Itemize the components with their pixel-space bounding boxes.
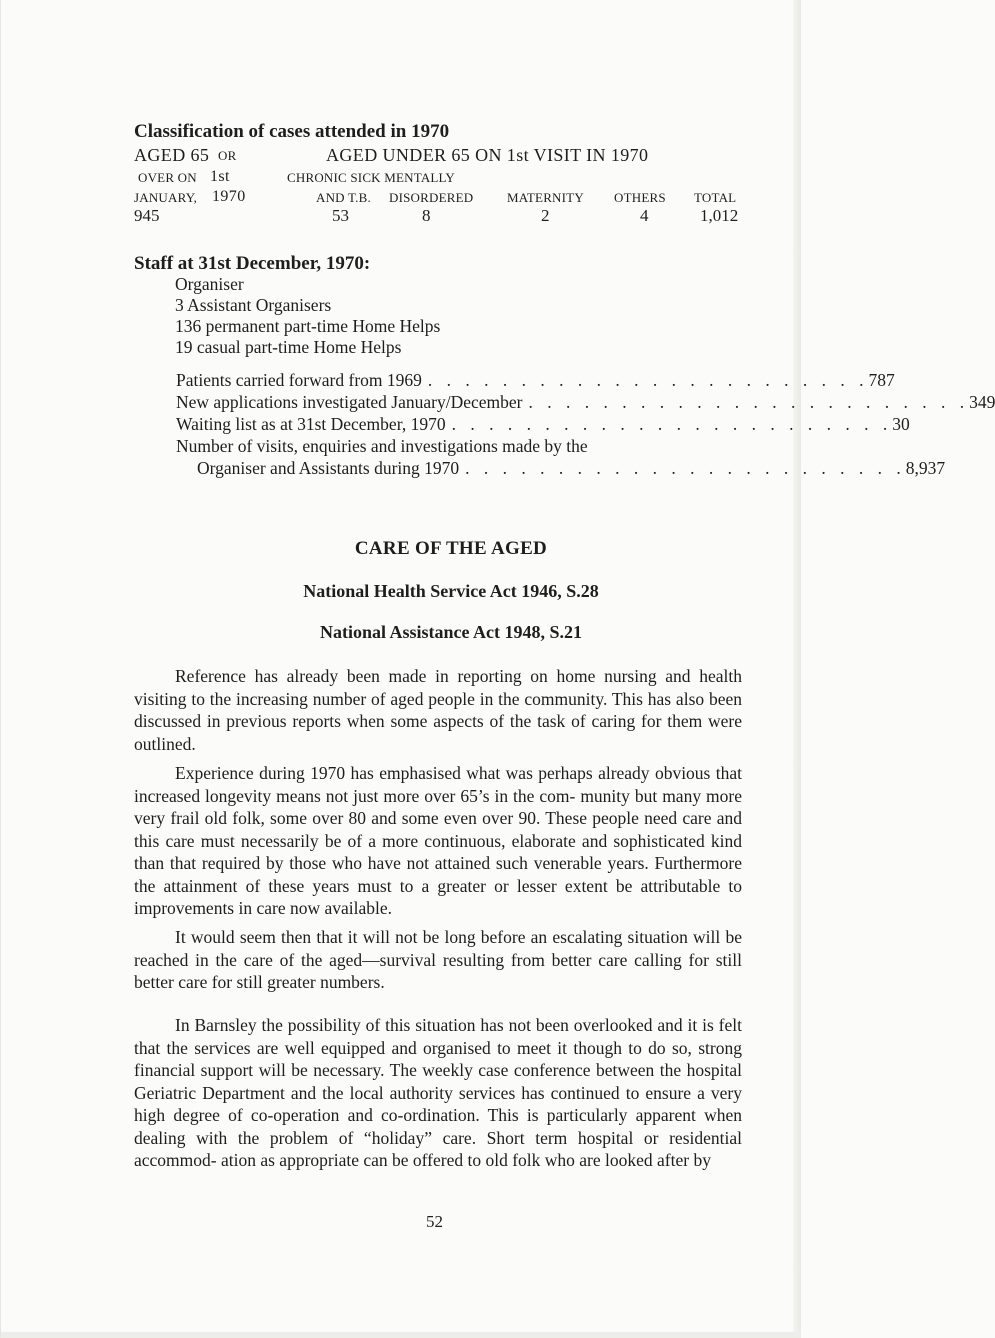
leader-dots: . . . . . . . . . . . . . . . . . . . . . . . . [465,458,906,478]
header-aged-65: AGED 65 [134,145,210,165]
leader-dots: . . . . . . . . . . . . . . . . . . . . . . . . [451,414,893,434]
stats-label: Organiser and Assistants during 1970 [197,458,460,478]
header-chronic-mentally: CHRONIC SICK MENTALLY [287,170,455,185]
stats-label: Waiting list as at 31st December, 1970 [176,414,446,434]
value-chronic-sick: 53 [332,206,349,225]
act-heading: National Assistance Act 1948, S.21 [319,622,582,642]
header-aged-under-65: AGED UNDER 65 ON 1st VISIT IN 1970 [326,145,649,165]
header-1970: 1970 [212,188,246,205]
header-january: JANUARY, [134,190,198,205]
column-total: TOTAL [694,190,737,205]
classification-values-row [134,206,744,228]
act-heading: National Health Service Act 1946, S.28 [303,581,599,601]
classification-subheader-row [134,168,744,190]
staff-item: Organiser [175,274,244,294]
stats-label: New applications investigated January/December [176,392,523,412]
header-or: OR [218,148,237,163]
value-total: 1,012 [700,206,739,225]
column-maternity: MATERNITY [507,190,584,205]
body-paragraph: Experience during 1970 has emphasised what was perhaps already obvious that increased longevity means not just more over 65’s in the com- munity but many more very frail old folk, some over 80 and some even over 90. These people need care and this care must necessarily be of a more continuous, elaborate and sophisticated kind than that required by those who have not attained such venerable years. Furthermore the attainment of these years must to a greater or lesser extent be attributable to improvements in care now available. [134,763,742,918]
header-first: 1st [210,168,230,185]
value-others: 4 [640,206,649,225]
classification-title: Classification of cases attended in 1970 [134,121,450,142]
stats-row [176,414,910,436]
stats-value: 8,937 [905,458,946,478]
leader-dots: . . . . . . . . . . . . . . . . . . . . . . . . [528,392,970,412]
section-heading: CARE OF THE AGED [354,538,548,559]
body-paragraph: In Barnsley the possibility of this situation has not been overlooked and it is felt that the services are well equipped and organised to meet it though to do so, strong financial support will be necessary. The weekly case conference between the hospital Geriatric Department and the local authority services has continued to ensure a very high degree of co-operation and co-ordination. This is particularly apparent when dealing with the problem of “holiday” care. Short term hospital or residential accommod- ation as appropriate can be offered to old folk who are looked after by [134,1015,742,1170]
column-others: OTHERS [614,190,666,205]
page-edge-bottom [1,1332,801,1338]
page-number: 52 [426,1212,443,1231]
stats-value: 787 [868,370,895,390]
stats-row-visits-line1 [176,436,742,458]
body-paragraph: It would seem then that it will not be long before an escalating situation will be reached in the care of the aged—survival resulting from better care calling for still better care for still greater numbers. [134,927,742,992]
staff-item: 19 casual part-time Home Helps [175,337,402,357]
header-over-on: OVER ON [138,170,197,185]
staff-item: 3 Assistant Organisers [175,295,332,315]
classification-header-row [134,145,744,167]
staff-item: 136 permanent part-time Home Helps [175,316,441,336]
column-chronic-sick: AND T.B. [316,190,371,205]
stats-value: 349 [969,392,995,412]
stats-row-visits-line2 [197,458,946,480]
body-paragraph: Reference has already been made in reporting on home nursing and health visiting to the increasing number of aged people in the community. This has also been discussed in previous reports when some aspects of the task of caring for them were outlined. [134,666,742,754]
leader-dots: . . . . . . . . . . . . . . . . . . . . . . . . [427,370,869,390]
stats-label: Number of visits, enquiries and investigations made by the [176,436,588,456]
column-mentally-disordered: DISORDERED [389,190,474,205]
value-mentally-disordered: 8 [422,206,431,225]
stats-label: Patients carried forward from 1969 [176,370,422,390]
stats-value: 30 [892,414,910,434]
staff-heading: Staff at 31st December, 1970: [134,253,371,274]
page-edge-right [793,0,801,1338]
stats-row [176,370,895,392]
value-maternity: 2 [541,206,550,225]
value-aged-65: 945 [134,206,160,225]
stats-row [176,392,995,414]
